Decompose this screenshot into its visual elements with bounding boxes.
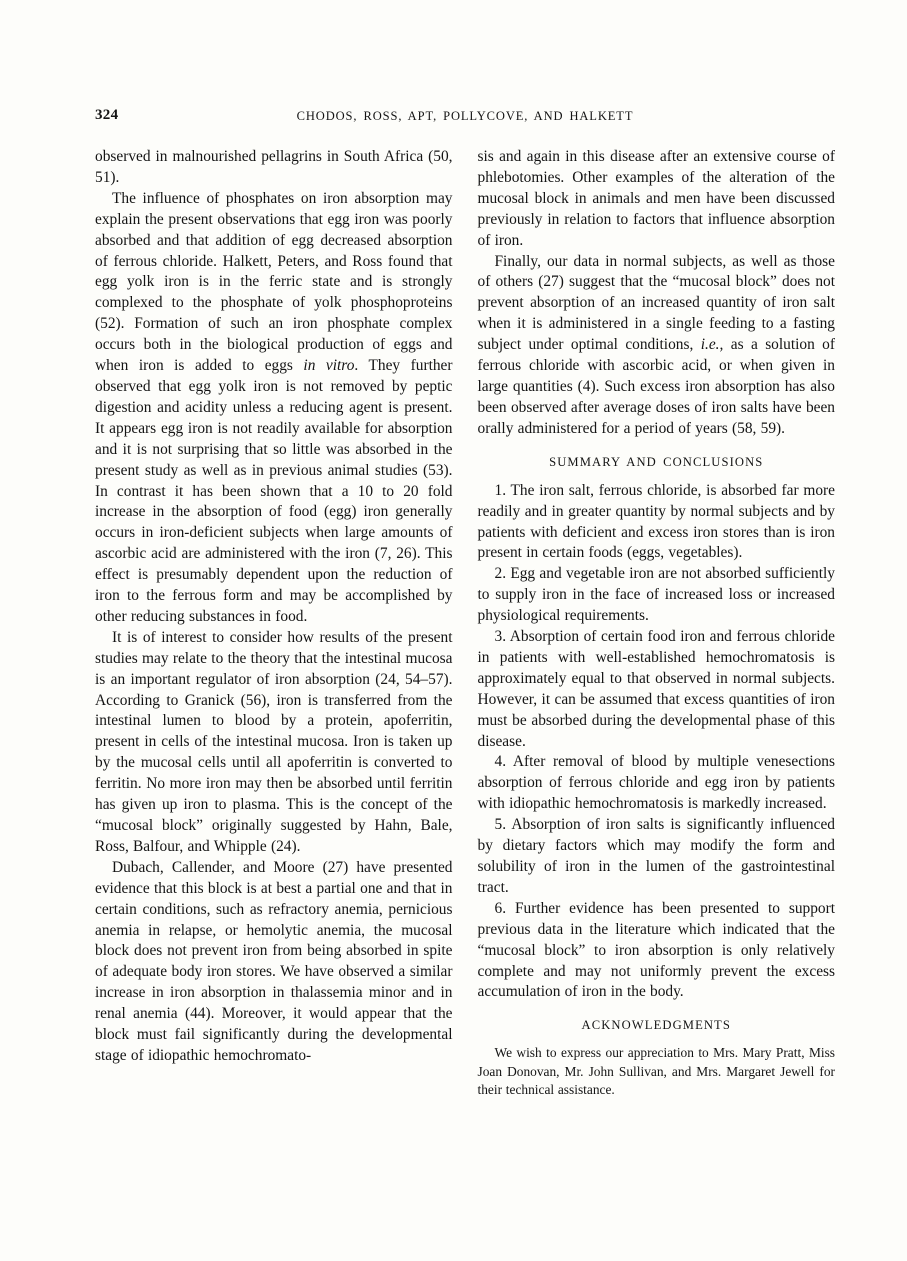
paragraph: sis and again in this disease after an extensive course of phlebotomies. Other examples of the alteration of the mucosal block in animals and men have been discussed previously in relation to factors that influence absorption of iron. xyxy=(477,148,835,249)
right-column xyxy=(478,147,836,1100)
paragraph: 4. After removal of blood by multiple venesections absorption of ferrous chloride and egg iron by patients with idiopathic hemochromatosis is markedly increased. xyxy=(477,753,835,813)
italic-text: in vitro xyxy=(303,357,355,375)
summary-heading: SUMMARY AND CONCLUSIONS xyxy=(549,454,764,469)
paragraph: 2. Egg and vegetable iron are not absorbed sufficiently to supply iron in the face of increased loss or increased physiological requirements. xyxy=(477,565,835,625)
paragraph: The influence of phosphates on iron absorption may explain the present observations that egg iron was poorly absorbed and that addition of egg decreased absorption of ferrous chloride. Halkett, Peters, and Ross found that egg yolk iron is in the ferric state and is strongly complexed to the phosphate of yolk phosphoproteins (52). Formation of such an iron phosphate complex occurs both in the biological production of eggs and when iron is added to eggs in vitro. They further observed that egg yolk iron is not removed by peptic digestion and acidity unless a reducing agent is present. It appears egg iron is not readily available for absorption and it is not surprising that so little was absorbed in the present study as well as in previous animal studies (53). In contrast it has been shown that a 10 to 20 fold increase in the absorption of food (egg) iron generally occurs in iron-deficient subjects when large amounts of ascorbic acid are administered with the iron (7, 26). This effect is presumably dependent upon the reduction of iron to the ferrous form and may be accomplished by other reducing substances in food. xyxy=(95,189,453,625)
page-content xyxy=(95,107,835,1100)
paragraph: 1. The iron salt, ferrous chloride, is absorbed far more readily and in greater quantity by normal subjects and by patients with deficient and excess iron stores than is iron present in certain foods (eggs, vegetables). xyxy=(477,481,835,562)
paragraph: We wish to express our appreciation to Mrs. Mary Pratt, Miss Joan Donovan, Mr. John Sullivan, and Mrs. Margaret Jewell for their technical assistance. xyxy=(477,1045,835,1098)
running-head: CHODOS, ROSS, APT, POLLYCOVE, AND HALKETT xyxy=(296,109,634,123)
italic-text: i.e., xyxy=(700,336,724,354)
paragraph: Dubach, Callender, and Moore (27) have presented evidence that this block is at best a partial one and that in certain conditions, such as refractory anemia, pernicious anemia in relapse, or hemolytic anemia, the mucosal block does not prevent iron from being absorbed in spite of adequate body iron stores. We have observed a similar increase in iron absorption in thalassemia minor and in renal anemia (44). Moreover, it would appear that the block must fail significantly during the developmental stage of idiopathic hemochromato- xyxy=(95,858,453,1064)
paragraph: 5. Absorption of iron salts is significantly influenced by dietary factors which may modify the form and solubility of iron in the lumen of the gastrointestinal tract. xyxy=(477,816,835,896)
paragraph: It is of interest to consider how results of the present studies may relate to the theory that the intestinal mucosa is an important regulator of iron absorption (24, 54–57). According to Granick (56), iron is transferred from the intestinal lumen to blood by a protein, apoferritin, present in cells of the intestinal mucosa. Iron is taken up by the mucosal cells until all apoferritin is converted to ferritin. No more iron may then be absorbed until ferritin has given up iron to plasma. This is the concept of the “mucosal block” originally suggested by Hahn, Bale, Ross, Balfour, and Whipple (24). xyxy=(95,628,453,855)
page-number: 324 xyxy=(95,107,119,123)
page-header xyxy=(95,107,835,131)
paragraph: observed in malnourished pellagrins in South Africa (50, 51). xyxy=(95,148,453,186)
paragraph: Finally, our data in normal subjects, as well as those of others (27) suggest that the “mucosal block” does not prevent absorption of an increased quantity of iron salt when it is administered in a single feeding to a fasting subject under optimal conditions, i.e., as a solution of ferrous chloride with ascorbic acid, or when given in large quantities (4). Such excess iron absorption has also been observed after average doses of iron salts have been orally administered for a period of years (58, 59). xyxy=(477,252,835,437)
left-column xyxy=(95,147,453,1100)
paragraph: 3. Absorption of certain food iron and ferrous chloride in patients with well-established hemochromatosis is approximately equal to that observed in normal subjects. However, it can be assumed that excess quantities of iron must be absorbed during the developmental phase of this disease. xyxy=(477,628,835,750)
two-column-layout xyxy=(95,147,835,1100)
paragraph: 6. Further evidence has been presented to support previous data in the literature which indicated that the “mucosal block” to iron absorption is only relatively complete and may not uniformly prevent the excess accumulation of iron in the body. xyxy=(477,899,835,1001)
acknowledgments-heading: ACKNOWLEDGMENTS xyxy=(581,1018,731,1033)
